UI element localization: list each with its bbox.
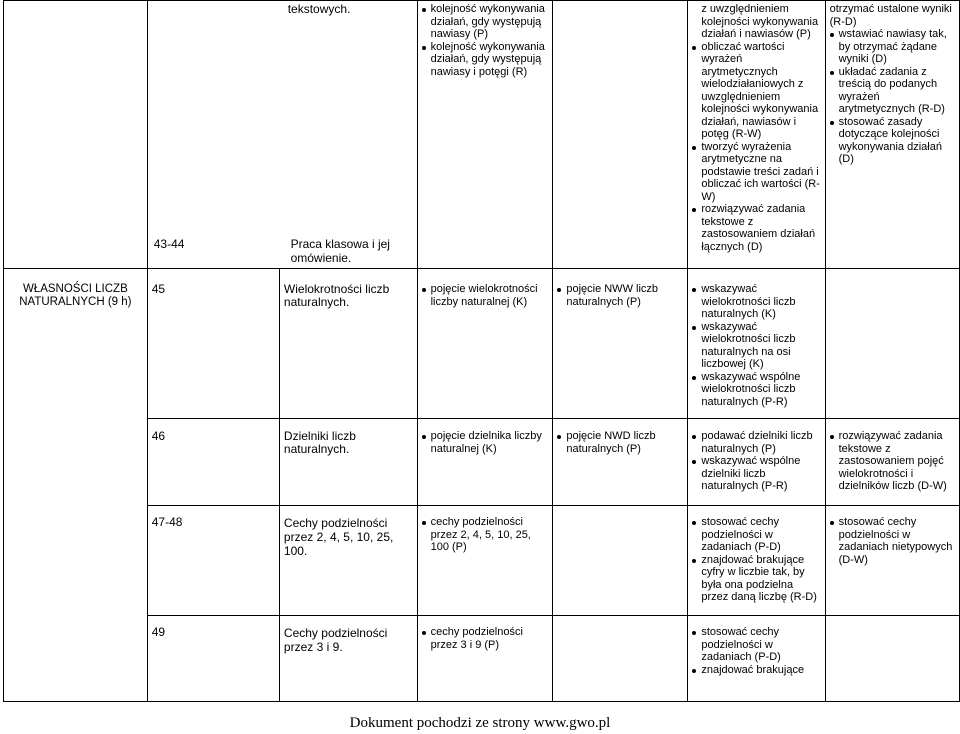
list-item: wstawiać nawiasy tak, by otrzymać żądane wyniki (D) [830, 28, 955, 66]
table-row [4, 269, 960, 419]
knowledge-cell-2 [553, 616, 688, 702]
section-title: WŁASNOŚCI LICZB NATURALNYCH (9 h) [4, 269, 148, 702]
table-row [4, 616, 960, 702]
list-item: pojęcie NWW liczb naturalnych (P) [557, 283, 683, 308]
list-item: stosować cechy podzielności w zadaniach (P-D) [692, 516, 820, 554]
skills-cell [688, 506, 825, 616]
lesson-title: Cechy podzielności przez 3 i 9. [279, 616, 417, 702]
section-cell-empty [4, 1, 148, 269]
list-item: cechy podzielności przez 2, 4, 5, 10, 25, 100 (P) [422, 516, 549, 554]
list-item: wskazywać wielokrotności liczb naturalnych na osi liczbowej (K) [692, 321, 820, 371]
extended-skills-cell [825, 1, 959, 269]
knowledge-cell-2 [553, 419, 688, 506]
list-item: kolejność wykonywania działań, gdy występują nawiasy (P) [422, 3, 549, 41]
list-item: stosować cechy podzielności w zadaniach (P-D) [692, 626, 820, 664]
lesson-number: 45 [147, 269, 279, 419]
list-item: stosować zasady dotyczące kolejności wykonywania działań (D) [830, 116, 955, 166]
lesson-title: Wielokrotności liczb naturalnych. [279, 269, 417, 419]
list-item: otrzymać ustalone wyniki (R-D) [829, 3, 952, 28]
extended-skills-cell [825, 419, 959, 506]
list-item: rozwiązywać zadania tekstowe z zastosowaniem pojęć wielokrotności i dzielników liczb (D-W) [830, 430, 955, 493]
list-item: pojęcie wielokrotności liczby naturalnej (K) [422, 283, 549, 308]
knowledge-cell [417, 419, 553, 506]
lesson-cell [147, 1, 417, 269]
skills-cell [688, 616, 825, 702]
skills-cell [688, 419, 825, 506]
list-item: znajdować brakujące [692, 664, 820, 677]
table-row [4, 419, 960, 506]
lesson-number: 43-44 [153, 237, 185, 251]
lesson-title: Praca klasowa i jej omówienie. [290, 237, 390, 265]
list-item: wskazywać wielokrotności liczb naturalnych (K) [692, 283, 820, 321]
lesson-title-tail: tekstowych. [287, 2, 351, 16]
list-item: wskazywać wspólne dzielniki liczb naturalnych (P-R) [692, 455, 820, 493]
knowledge-cell [417, 1, 553, 269]
lesson-number: 49 [147, 616, 279, 702]
list-item: znajdować brakujące cyfry w liczbie tak, by była ona podzielna przez daną liczbę (R-D) [692, 554, 820, 604]
extended-skills-cell [825, 616, 959, 702]
lesson-43-44 [148, 235, 417, 267]
skills-cell [688, 269, 825, 419]
knowledge-cell-2 [553, 269, 688, 419]
table-row [4, 1, 960, 269]
curriculum-table [3, 0, 960, 702]
knowledge-cell-2 [553, 1, 688, 269]
table-row [4, 506, 960, 616]
knowledge-cell [417, 269, 553, 419]
knowledge-cell [417, 506, 553, 616]
list-item: tworzyć wyrażenia arytmetyczne na podstawie treści zadań i obliczać ich wartości (R-W) [692, 141, 820, 204]
lesson-number: 47-48 [147, 506, 279, 616]
list-item: wskazywać wspólne wielokrotności liczb naturalnych (P-R) [692, 371, 820, 409]
list-item: pojęcie NWD liczb naturalnych (P) [557, 430, 683, 455]
list-item: układać zadania z treścią do podanych wyrażeń arytmetycznych (R-D) [830, 66, 955, 116]
lesson-number: 46 [147, 419, 279, 506]
list-item: stosować cechy podzielności w zadaniach nietypowych (D-W) [830, 516, 955, 566]
list-item: cechy podzielności przez 3 i 9 (P) [422, 626, 549, 651]
knowledge-cell-2 [553, 506, 688, 616]
list-item: pojęcie dzielnika liczby naturalnej (K) [422, 430, 549, 455]
lesson-title: Dzielniki liczb naturalnych. [279, 419, 417, 506]
list-item: z uwzględnieniem kolejności wykonywania działań i nawiasów (P) [701, 3, 819, 40]
extended-skills-cell [825, 269, 959, 419]
footer-source: Dokument pochodzi ze strony www.gwo.pl [349, 715, 611, 731]
list-item: kolejność wykonywania działań, gdy występują nawiasy i potęgi (R) [422, 41, 549, 79]
list-item: rozwiązywać zadania tekstowe z zastosowaniem działań łącznych (D) [692, 203, 820, 253]
extended-skills-cell [825, 506, 959, 616]
list-item: podawać dzielniki liczb naturalnych (P) [692, 430, 820, 455]
skills-cell [688, 1, 825, 269]
knowledge-cell [417, 616, 553, 702]
lesson-title: Cechy podzielności przez 2, 4, 5, 10, 25, 100. [279, 506, 417, 616]
list-item: obliczać wartości wyrażeń arytmetycznych wielodziałaniowych z uwzględnieniem kolejności wykonywania działań, nawiasów i potęg (R-W) [692, 41, 820, 141]
